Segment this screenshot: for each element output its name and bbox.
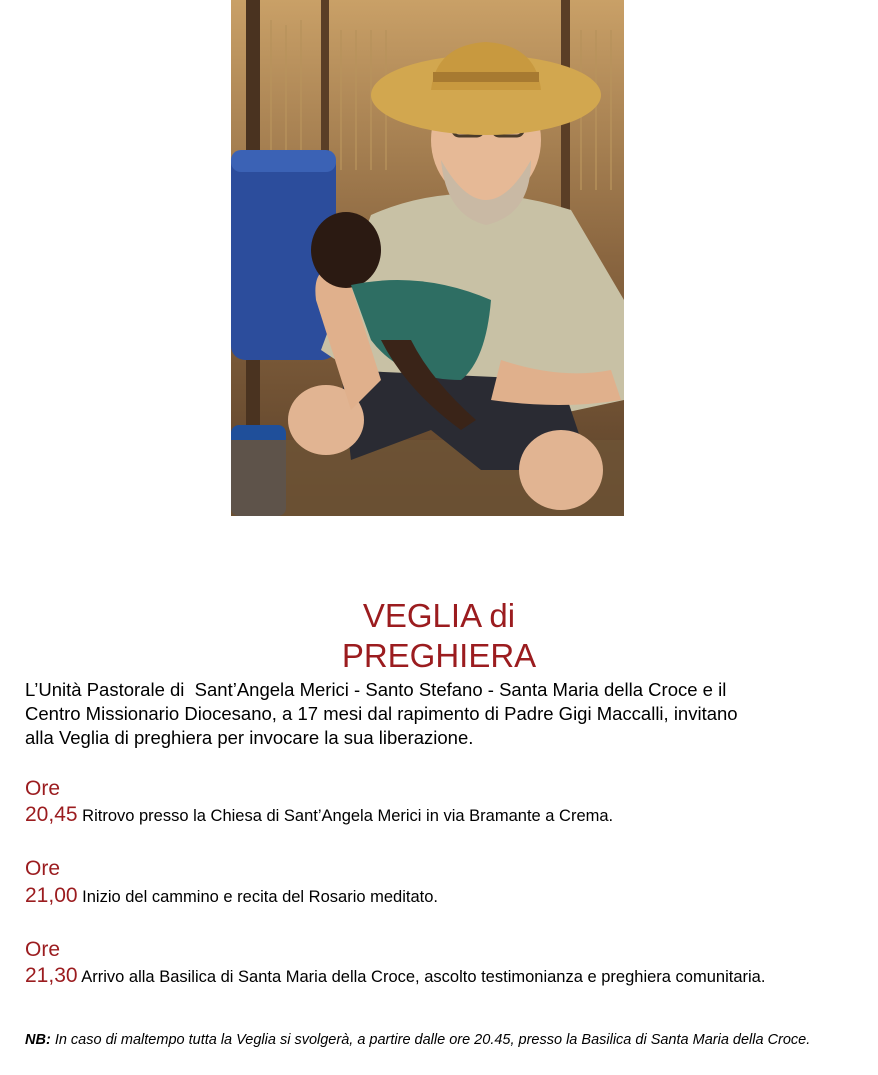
schedule-label: Ore	[25, 857, 61, 880]
schedule-time: 21,00	[25, 884, 78, 907]
nb-text: In caso di maltempo tutta la Veglia si svolgerà, a partire dalle ore 20.45, presso la Basilica di Santa Maria della Croce.	[54, 1032, 811, 1048]
schedule-time: 21,30	[25, 964, 78, 987]
nb-label: NB:	[25, 1032, 51, 1048]
photo-missionary-with-child	[231, 0, 624, 516]
photo-illustration	[231, 0, 624, 516]
title-line-2: PREGHIERA	[341, 637, 537, 674]
schedule-text: Arrivo alla Basilica di Santa Maria della Croce, ascolto testimonianza e preghiera comunitaria.	[81, 968, 766, 986]
schedule-item	[25, 886, 855, 907]
schedule-text: Inizio del cammino e recita del Rosario meditato.	[82, 888, 438, 906]
schedule-item	[25, 966, 785, 987]
schedule-time: 20,45	[25, 803, 78, 826]
nb-note	[25, 1030, 825, 1050]
schedule-label: Ore	[25, 938, 61, 961]
title-line-1: VEGLIA di	[362, 597, 516, 634]
schedule-item	[25, 805, 855, 826]
intro-paragraph: L’Unità Pastorale di Sant’Angela Merici - Santo Stefano - Santa Maria della Croce e il Centro Missionario Diocesano, a 17 mesi dal rapimento di Padre Gigi Maccalli, invitano alla Veglia di preghiera per invocare la sua liberazione.	[25, 679, 738, 748]
schedule-label: Ore	[25, 777, 61, 800]
schedule-text: Ritrovo presso la Chiesa di Sant’Angela Merici in via Bramante a Crema.	[82, 807, 614, 825]
